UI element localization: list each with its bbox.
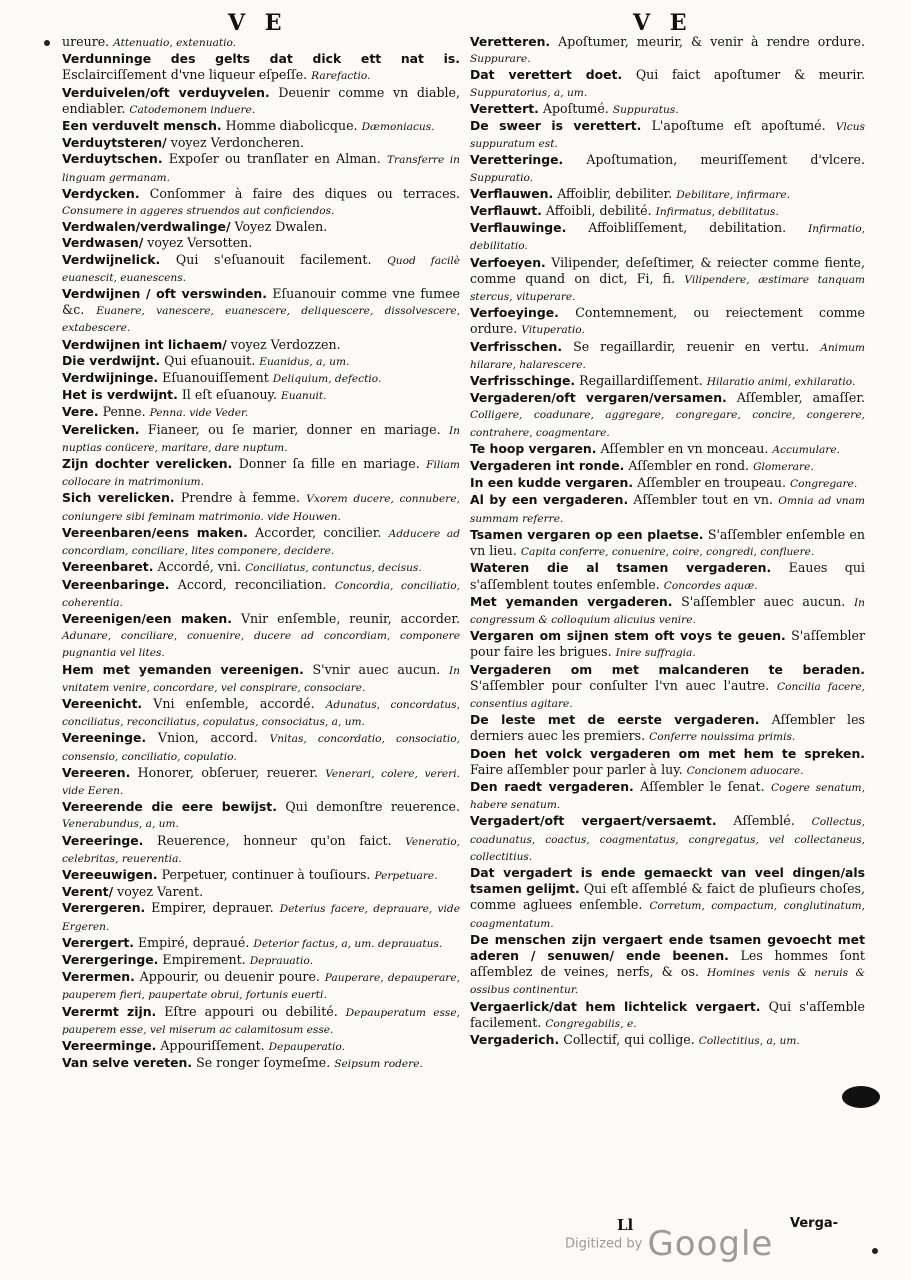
headword: Vergaderen int ronde. — [470, 458, 625, 474]
dictionary-entry — [470, 390, 865, 441]
dictionary-entry — [62, 696, 460, 730]
french-gloss: Il eſt eſuanouy. — [181, 387, 277, 403]
dictionary-entry — [470, 203, 865, 220]
latin-gloss: Collectus, coadunatus, coactus, coagmentatus, congregatus, vel collectaneus, collectitius. — [470, 816, 865, 863]
french-gloss: Reuerence, honneur qu'on faict. — [157, 832, 392, 848]
dictionary-entry — [62, 286, 460, 337]
french-gloss: Honorer, obſeruer, reuerer. — [137, 764, 318, 780]
headword: Verdycken. — [62, 185, 140, 201]
headword: In een kudde vergaren. — [470, 475, 634, 491]
french-gloss: Aſſembler, amaſſer. — [736, 390, 865, 406]
french-gloss: Fianeer, ou ſe marier, donner en mariage. — [147, 421, 441, 437]
french-gloss: Vnir enſemble, reunir, accorder. — [240, 610, 460, 626]
headword: Verdunninge des gelts dat dick ett nat is. — [62, 51, 460, 67]
latin-gloss: Penna. vide Veder. — [149, 407, 249, 420]
headword: Verduytschen. — [62, 151, 163, 167]
headword: Verfoeyinge. — [470, 305, 559, 321]
headword: Verdwijnelick. — [62, 251, 161, 267]
dictionary-entry — [62, 118, 460, 135]
latin-gloss: Vilipendere, æstimare tanquam stercus, vituperare. — [470, 273, 865, 304]
latin-gloss: Colligere, coadunare, aggregare, congregare, concire, congerere, contrahere, coagmentare. — [470, 409, 865, 439]
headword: Verergert. — [62, 934, 134, 950]
latin-gloss: Euanidus, a, um. — [259, 355, 350, 368]
latin-gloss: Inire suffragia. — [615, 647, 696, 660]
headword: Verduytsteren/ — [62, 135, 167, 151]
headword: Vergaderen om met malcanderen te beraden. — [470, 661, 865, 677]
headword: Verent/ — [62, 884, 114, 900]
dictionary-entry — [62, 935, 460, 952]
dictionary-entry — [62, 765, 460, 799]
french-gloss: Aſſembler les derniers auec les premiers. — [470, 712, 865, 744]
headword: Een verduvelt mensch. — [62, 118, 222, 134]
headword: Dat verettert doet. — [470, 67, 623, 83]
french-gloss: Vnion, accord. — [157, 730, 258, 746]
french-gloss: Eſtre appouri ou debilité. — [164, 1003, 338, 1019]
dictionary-entry — [62, 51, 460, 84]
dictionary-entry — [62, 867, 460, 884]
latin-gloss: Pauperare, depauperare, pauperem fieri, paupertate obrui, fortunis euerti. — [62, 972, 460, 1002]
dictionary-entry — [62, 370, 460, 387]
french-gloss: Se ronger ſoymeſme. — [196, 1055, 331, 1071]
dictionary-entry — [470, 67, 865, 100]
french-gloss: voyez Verdozzen. — [230, 336, 341, 352]
dictionary-entry — [62, 353, 460, 370]
dictionary-entry — [62, 85, 460, 118]
watermark-google: Google — [647, 1224, 774, 1264]
french-gloss: S'aſſembler pour faire les brigues. — [470, 628, 866, 660]
headword: Verermt zijn. — [62, 1003, 157, 1019]
latin-gloss: Congregare. — [789, 478, 858, 491]
french-gloss: Aſſembler tout en vn. — [633, 492, 774, 508]
latin-gloss: Accumulare. — [772, 443, 841, 456]
french-gloss: Accordé, vni. — [157, 559, 242, 575]
latin-gloss: Concordia, conciliatio, coherentia. — [62, 579, 460, 609]
french-gloss: Eaues qui s'aſſemblent toutes enſemble. — [470, 560, 865, 592]
dictionary-entry — [470, 34, 865, 67]
french-gloss: Aſſembler en vn monceau. — [600, 440, 769, 456]
latin-gloss: Concilia facere, consentius agitare. — [470, 680, 865, 710]
dictionary-entry — [470, 458, 865, 475]
french-gloss: Accorder, concilier. — [255, 524, 382, 540]
french-gloss: Qui faict apoſtumer & meurir. — [635, 67, 865, 83]
dictionary-entry — [470, 746, 865, 779]
dictionary-entry — [470, 628, 865, 661]
headword: Sich verelicken. — [62, 490, 175, 506]
latin-gloss: Concionem aduocare. — [686, 764, 804, 777]
french-gloss: Eſuanouiſſement — [162, 370, 269, 386]
headword: Verergeren. — [62, 900, 146, 916]
dictionary-entry — [470, 594, 865, 628]
headword: Vergaderich. — [470, 1031, 560, 1047]
french-gloss: voyez Verdoncheren. — [170, 135, 304, 151]
latin-gloss: In nuptias conücere, maritare, dare nuptum. — [62, 424, 460, 454]
french-gloss: Homme diabolicque. — [225, 118, 358, 134]
dictionary-entry — [62, 884, 460, 900]
dictionary-entry — [62, 1038, 460, 1055]
latin-gloss: Infirmatio, debilitatio. — [470, 223, 865, 253]
dictionary-entry — [470, 475, 865, 492]
headword: Verettert. — [470, 100, 539, 116]
headword: Vergaren om sijnen stem oft voys te geuen. — [470, 628, 786, 644]
headword: Verflauwt. — [470, 203, 542, 219]
dictionary-entry — [62, 525, 460, 559]
dictionary-entry — [470, 441, 865, 458]
dictionary-entry — [62, 1055, 460, 1072]
headword: Vereenbaren/eens maken. — [62, 524, 248, 540]
headword: Met yemanden vergaderen. — [470, 593, 673, 609]
french-gloss: Expoſer ou tranſlater en Alman. — [168, 151, 381, 167]
latin-gloss: Euanuit. — [281, 390, 327, 403]
french-gloss: Se regaillardir, reuenir en vertu. — [573, 338, 810, 354]
signature-mark: Ll — [617, 1216, 634, 1234]
dictionary-entry — [62, 135, 460, 151]
latin-gloss: Rarefactio. — [311, 70, 371, 83]
french-gloss: Les hommes ſont aſſemblez de veines, nerfs, & os. — [470, 947, 865, 980]
dictionary-entry — [470, 255, 865, 306]
french-gloss: S'aſſembler enſemble en vn lieu. — [470, 526, 865, 559]
headword: De sweer is verettert. — [470, 118, 642, 134]
latin-gloss: Suppuratus. — [612, 103, 679, 116]
dictionary-entry — [62, 422, 460, 456]
margin-mark — [44, 40, 50, 46]
dictionary-entry — [470, 186, 865, 203]
dictionary-entry — [470, 220, 865, 254]
headword: Verelicken. — [62, 421, 140, 437]
latin-gloss: Deterior factus, a, um. deprauatus. — [253, 937, 443, 950]
latin-gloss: Infirmatus, debilitatus. — [655, 206, 779, 219]
french-gloss: Qui eſuanouit. — [164, 352, 256, 368]
french-gloss: ureure. — [62, 34, 110, 49]
latin-gloss: Perpetuare. — [374, 869, 438, 882]
latin-gloss: Venerabundus, a, um. — [62, 818, 179, 831]
headword: Het is verdwijnt. — [62, 387, 178, 403]
dictionary-entry — [470, 932, 865, 999]
headword: Vere. — [62, 404, 99, 420]
headword: Verfrisschinge. — [470, 373, 576, 389]
french-gloss: Conſommer à faire des diques ou terraces. — [149, 185, 460, 201]
headword: Zijn dochter verelicken. — [62, 456, 233, 472]
french-gloss: Empirer, deprauer. — [151, 900, 274, 916]
headword: Vereerminge. — [62, 1037, 157, 1053]
french-gloss: L'apoſtume eſt apoſtumé. — [651, 118, 826, 134]
latin-gloss: Cogere senatum, habere senatum. — [470, 781, 865, 812]
headword: Verfrisschen. — [470, 338, 563, 354]
dictionary-entry — [470, 779, 865, 813]
french-gloss: Qui s'eſuanouit facilement. — [175, 251, 372, 267]
latin-gloss: Conferre nouissima primis. — [649, 731, 796, 744]
headword: Wateren die al tsamen vergaderen. — [470, 560, 772, 576]
headword: Verdwijnen int lichaem/ — [62, 336, 227, 352]
latin-gloss: Congregabilis, e. — [545, 1017, 637, 1030]
headword: Vereeren. — [62, 764, 131, 780]
running-head-left: V E — [228, 10, 288, 36]
running-head-right: V E — [633, 10, 693, 36]
latin-gloss: Euanere, vanescere, euanescere, deliquescere, dissolvescere, extabescere. — [62, 305, 460, 335]
french-gloss: Prendre à femme. — [180, 490, 301, 506]
headword: Verflauwinge. — [470, 220, 567, 236]
dictionary-entry — [62, 799, 460, 832]
dictionary-entry — [470, 560, 865, 593]
french-gloss: S'vnir auec aucun. — [312, 661, 441, 677]
french-gloss: Appourir, ou deuenir poure. — [139, 969, 320, 985]
dictionary-entry — [470, 305, 865, 338]
headword: Verdwalen/verdwalinge/ — [62, 219, 231, 235]
latin-gloss: Suppuratio. — [470, 171, 534, 184]
dictionary-entry — [62, 662, 460, 696]
dictionary-entry — [62, 611, 460, 662]
headword: De leste met de eerste vergaderen. — [470, 712, 760, 728]
right-column — [470, 34, 865, 1049]
dictionary-entry — [62, 559, 460, 576]
dictionary-entry — [62, 235, 460, 251]
margin-mark — [872, 1248, 878, 1254]
headword: Veretteren. — [470, 34, 551, 49]
french-gloss: Empiré, depraué. — [137, 934, 250, 950]
dictionary-entry — [62, 186, 460, 219]
french-gloss: Collectif, qui collige. — [563, 1031, 695, 1047]
latin-gloss: Filiam collocare in matrimonium. — [62, 459, 460, 489]
dictionary-entry — [470, 118, 865, 152]
latin-gloss: Debilitare, infirmare. — [676, 188, 790, 201]
dictionary-entry — [470, 492, 865, 526]
french-gloss: Eſuanouir comme vne fumee &c. — [62, 286, 460, 318]
french-gloss: Aſſembler le ſenat. — [640, 778, 765, 794]
dictionary-entry — [62, 969, 460, 1003]
headword: Verergeringe. — [62, 951, 159, 967]
french-gloss: Appouriſſement. — [160, 1037, 265, 1053]
latin-gloss: Deprauatio. — [249, 954, 313, 967]
latin-gloss: In congressum & colloquium alicuius venire. — [470, 596, 865, 626]
french-gloss: Voyez Dwalen. — [234, 219, 328, 235]
dictionary-entry — [62, 833, 460, 867]
headword: Verfoeyen. — [470, 254, 546, 270]
headword: Vergaderen/oft vergaren/versamen. — [470, 390, 727, 406]
dictionary-entry — [470, 813, 865, 865]
dictionary-entry — [470, 662, 865, 713]
headword: Vereenbaringe. — [62, 576, 170, 592]
latin-gloss: Adunare, conciliare, conuenire, ducere ad concordiam, componere pugnantia vel lites. — [62, 630, 460, 660]
headword: Verduivelen/oft verduyvelen. — [62, 84, 270, 100]
latin-gloss: Capita conferre, conuenire, coire, congredi, confluere. — [520, 546, 815, 559]
french-gloss: Apoſtumation, meuriſſement d'vlcere. — [586, 152, 865, 168]
dictionary-entry — [62, 404, 460, 421]
dictionary-entry — [470, 527, 865, 560]
french-gloss: Qui demonſtre reuerence. — [285, 799, 460, 815]
french-gloss: S'aſſembler auec aucun. — [681, 593, 846, 609]
ink-blot — [842, 1086, 880, 1108]
headword: Tsamen vergaren op een plaetse. — [470, 526, 704, 542]
french-gloss: voyez Varent. — [117, 884, 204, 900]
latin-gloss: In vnitatem venire, concordare, vel conspirare, consociare. — [62, 664, 460, 694]
dictionary-entry — [470, 373, 865, 390]
french-gloss: Faire aſſembler pour parler à luy. — [470, 761, 683, 777]
french-gloss: voyez Versotten. — [147, 235, 253, 251]
dictionary-entry — [470, 712, 865, 745]
latin-gloss: Hilaratio animi, exhilaratio. — [706, 376, 856, 389]
latin-gloss: Consumere in aggeres struendos aut conficiendos. — [62, 205, 335, 218]
latin-gloss: Adunatus, concordatus, conciliatus, reconciliatus, copulatus, consociatus, a, um. — [62, 698, 460, 729]
french-gloss: Penne. — [102, 404, 146, 420]
headword: Te hoop vergaren. — [470, 440, 597, 456]
dictionary-entry — [62, 387, 460, 404]
headword: Vergaerlick/dat hem lichtelick vergaert. — [470, 998, 761, 1014]
latin-gloss: Concordes aquæ. — [663, 579, 758, 592]
latin-gloss: Vlcus suppuratum est. — [470, 121, 865, 151]
french-gloss: Esclairciſſement d'vne liqueur eſpeſſe. — [62, 67, 308, 83]
latin-gloss: Seipsum rodere. — [334, 1058, 423, 1071]
french-gloss: Affoibliſſement, debilitation. — [588, 220, 787, 236]
latin-gloss: Attenuatio, extenuatio. — [113, 37, 237, 49]
french-gloss: Apoſtumer, meurir, & venir à rendre ordure. — [558, 34, 865, 49]
latin-gloss: Catodemonem induere. — [129, 103, 256, 116]
latin-gloss: Omnia ad vnam summam referre. — [470, 495, 865, 525]
dictionary-entry — [62, 252, 460, 286]
latin-gloss: Adducere ad concordiam, conciliare, lites componere, decidere. — [62, 527, 460, 558]
french-gloss: Vilipender, deſeſtimer, & reiecter comme fiente, comme quand on dict, Fi, fi. — [470, 254, 865, 286]
headword: Vereerende die eere bewijst. — [62, 799, 277, 815]
latin-gloss: Dæmoniacus. — [361, 121, 435, 134]
french-gloss: Vni enſemble, accordé. — [153, 695, 315, 711]
headword: Vereeninge. — [62, 730, 147, 746]
dictionary-entry — [62, 151, 460, 185]
catchword: Verga- — [790, 1216, 839, 1231]
latin-gloss: Vituperatio. — [521, 324, 585, 337]
dictionary-entry — [62, 1004, 460, 1038]
headword: Vereeuwigen. — [62, 866, 158, 882]
latin-gloss: Suppurare. — [470, 53, 531, 66]
dictionary-entry — [62, 952, 460, 969]
latin-gloss: Homines venis & neruis & ossibus continentur. — [470, 967, 865, 997]
digitized-watermark — [565, 1224, 773, 1264]
headword: Hem met yemanden vereenigen. — [62, 661, 304, 677]
latin-gloss: Conciliatus, contunctus, decisus. — [245, 562, 422, 575]
latin-gloss: Deliquium, defectio. — [272, 373, 382, 386]
dictionary-entry — [470, 339, 865, 373]
french-gloss: Perpetuer, continuer à touſiours. — [161, 866, 371, 882]
dictionary-entry — [62, 490, 460, 524]
headword: Verdwijninge. — [62, 370, 159, 386]
latin-gloss: Animum hilarare, halarescere. — [470, 341, 865, 371]
headword: Den raedt vergaderen. — [470, 778, 634, 794]
dictionary-entry — [470, 865, 865, 932]
latin-gloss: Deterius facere, deprauare, vide Ergeren. — [62, 903, 460, 933]
headword: Al by een vergaderen. — [470, 492, 629, 508]
headword: Vereenigen/een maken. — [62, 610, 232, 626]
headword: Verdwijnen / oft verswinden. — [62, 286, 267, 302]
latin-gloss: Depauperatum esse, pauperem esse, vel miserum ac calamitosum esse. — [62, 1006, 461, 1036]
headword: Dat vergadert is ende gemaeckt van veel dingen/als tsamen gelijmt. — [470, 864, 865, 897]
french-gloss: Aſſemblé. — [733, 813, 795, 829]
watermark-small: Digitized by — [565, 1236, 643, 1252]
dictionary-entry — [62, 219, 460, 235]
latin-gloss: Collectitius, a, um. — [698, 1034, 800, 1047]
latin-gloss: Quod facilè euanescit, euanescens. — [62, 254, 460, 284]
headword: Van selve vereten. — [62, 1055, 193, 1071]
french-gloss: Aſſembler en troupeau. — [637, 475, 786, 491]
latin-gloss: Transferre in linguam germanam. — [62, 154, 460, 184]
dictionary-entry — [62, 900, 460, 934]
french-gloss: Affoibli, debilité. — [545, 203, 652, 219]
french-gloss: Qui s'aſſemble facilement. — [470, 998, 865, 1030]
headword: Vergadert/oft vergaert/versaemt. — [470, 813, 717, 829]
headword: Vereenbaret. — [62, 559, 154, 575]
latin-gloss: Glomerare. — [753, 461, 814, 474]
latin-gloss: Suppuratorius, a, um. — [470, 86, 588, 99]
dictionary-entry — [62, 34, 460, 51]
french-gloss: Affoiblir, debiliter. — [557, 185, 673, 201]
headword: Verermen. — [62, 969, 135, 985]
headword: Doen het volck vergaderen om met hem te spreken. — [470, 745, 865, 761]
headword: Vereeringe. — [62, 832, 144, 848]
french-gloss: S'aſſembler pour conſulter l'vn auec l'autre. — [470, 677, 770, 693]
dictionary-entry — [470, 1032, 865, 1049]
headword: Vereenicht. — [62, 695, 143, 711]
latin-gloss: Vxorem ducere, connubere, coniungere sibi feminam matrimonio. vide Houwen. — [62, 493, 461, 523]
latin-gloss: Veneratio, celebritas, reuerentia. — [62, 835, 460, 865]
headword: Verdwasen/ — [62, 235, 144, 251]
latin-gloss: Depauperatio. — [268, 1040, 345, 1053]
dictionary-entry — [470, 152, 865, 185]
french-gloss: Regaillardiſſement. — [579, 373, 703, 389]
headword: Verflauwen. — [470, 185, 554, 201]
french-gloss: Apoſtumé. — [542, 100, 609, 116]
latin-gloss: Corretum, compactum, conglutinatum, coagmentatum. — [470, 900, 865, 930]
french-gloss: Accord, reconciliation. — [177, 576, 327, 592]
left-column — [62, 34, 460, 1072]
dictionary-entry — [62, 337, 460, 353]
dictionary-entry — [62, 577, 460, 611]
latin-gloss: Venerari, colere, vereri. vide Eeren. — [62, 767, 460, 797]
french-gloss: Qui eſt aſſemblé & faict de pluſieurs choſes, comme agluees enſemble. — [470, 881, 865, 913]
french-gloss: Aſſembler en rond. — [628, 458, 750, 474]
french-gloss: Empirement. — [162, 951, 246, 967]
dictionary-entry — [62, 456, 460, 490]
french-gloss: Donner ſa fille en mariage. — [238, 456, 420, 472]
dictionary-entry — [470, 101, 865, 118]
headword: De menschen zijn vergaert ende tsamen gevoecht met aderen / senuwen/ ende beenen. — [470, 931, 865, 963]
headword: Veretteringe. — [470, 152, 564, 168]
dictionary-entry — [470, 999, 865, 1032]
latin-gloss: Vnitas, concordatio, consociatio, consensio, conciliatio, copulatio. — [62, 733, 460, 763]
dictionary-entry — [62, 730, 460, 764]
french-gloss: Contemnement, ou reiectement comme ordure. — [470, 305, 865, 337]
headword: Die verdwijnt. — [62, 352, 161, 368]
french-gloss: Deuenir comme vn diable, endiabler. — [62, 84, 460, 116]
